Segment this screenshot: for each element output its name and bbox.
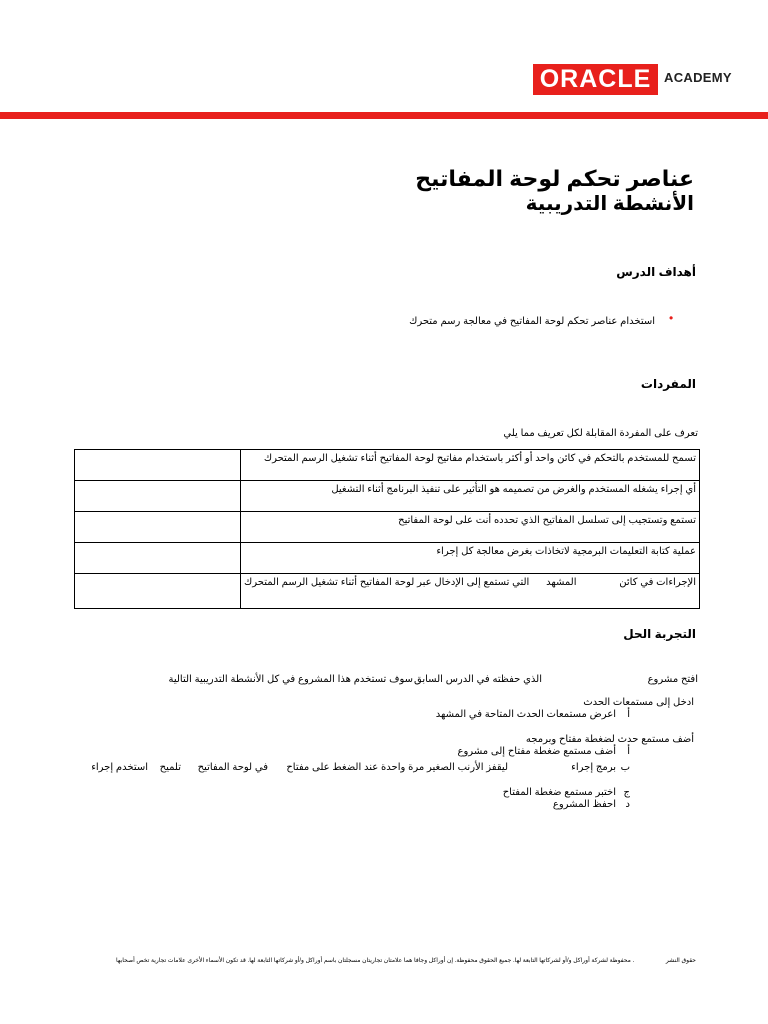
- page-title: عناصر تحكم لوحة المفاتيح: [415, 166, 694, 191]
- step2-title: أضف مستمع حدث لضغطة مفتاح وبرمجه: [525, 734, 694, 745]
- term-cell[interactable]: [75, 481, 241, 512]
- vocabulary-instruction: تعرف على المفردة المقابلة لكل تعريف مما يلي: [503, 428, 698, 439]
- step1-a: اعرض مستمعات الحدث المتاحة في المشهد: [435, 709, 616, 720]
- step2-d: احفظ المشروع: [552, 799, 616, 810]
- table-row: [75, 574, 700, 609]
- definition-part: المشهد: [546, 577, 577, 588]
- practice-heading: التجربة الحل: [623, 627, 696, 641]
- definition-cell: عملية كتابة التعليمات البرمجية لاتخاذات بغرض معالجة كل إجراء: [241, 543, 700, 574]
- step2-b-keyboard: في لوحة المفاتيح: [197, 762, 268, 773]
- definition-cell: تستمع وتستجيب إلى تسلسل المفاتيح الذي تحدده أنت على لوحة المفاتيح: [241, 512, 700, 543]
- step2-b-marker: ب: [620, 762, 630, 773]
- table-row: [75, 450, 700, 481]
- logo-registered-mark: ®: [651, 66, 656, 72]
- definition-part: الإجراءات في كائن: [619, 577, 696, 588]
- page-subtitle: الأنشطة التدريبية: [525, 193, 694, 215]
- practice-intro-use: سوف تستخدم هذا المشروع في كل الأنشطة التدريبية التالية: [168, 674, 413, 685]
- copyright-text: . محفوظة لشركة أوراكل و/أو لشركاتها التابعة لها. جميع الحقوق محفوظة. إن أوراكل وجافا هما علامتان تجاريتان مسجلتان باسم أوراكل و/أو شركاتها التابعة لها. قد تكون الأسماء الأخرى علامات تجارية تخص أصحابها: [116, 958, 635, 964]
- copyright-footer: [116, 957, 696, 964]
- practice-intro-saved: الذي حفظته في الدرس السابق: [414, 674, 542, 685]
- oracle-logo: ORACLE: [533, 64, 658, 95]
- step1-title: ادخل إلى مستمعات الحدث: [583, 697, 694, 708]
- step2-b-hint: تلميح: [159, 762, 181, 773]
- step2-d-marker: د: [625, 799, 630, 810]
- definition-cell: [241, 574, 700, 609]
- bullet-icon: •: [669, 311, 674, 325]
- objective-item: استخدام عناصر تحكم لوحة المفاتيح في معالجة رسم متحرك: [409, 316, 655, 327]
- term-cell[interactable]: [75, 450, 241, 481]
- objectives-heading: أهداف الدرس: [616, 265, 696, 279]
- practice-intro-open: افتح مشروع: [647, 674, 698, 685]
- definition-part: التي تستمع إلى الإدخال عبر لوحة المفاتيح أثناء تشغيل الرسم المتحرك: [244, 577, 530, 588]
- table-row: [75, 481, 700, 512]
- vocabulary-table: [74, 449, 700, 609]
- vocabulary-heading: المفردات: [640, 377, 696, 391]
- step2-c-marker: ج: [623, 787, 630, 798]
- step2-a-marker: أ: [627, 746, 630, 757]
- header-divider: [0, 112, 768, 119]
- definition-cell: أي إجراء يشغله المستخدم والغرض من تصميمه هو التأثير على تنفيذ البرنامج أثناء التشغيل: [241, 481, 700, 512]
- term-cell[interactable]: [75, 512, 241, 543]
- term-cell[interactable]: [75, 574, 241, 609]
- step2-a: أضف مستمع ضغطة مفتاح إلى مشروع: [457, 746, 616, 757]
- step2-b-use: استخدم إجراء: [91, 762, 148, 773]
- table-row: [75, 512, 700, 543]
- definition-cell: تسمح للمستخدم بالتحكم في كائن واحد أو أكثر باستخدام مفاتيح لوحة المفاتيح أثناء تشغيل الرسم المتحرك: [241, 450, 700, 481]
- table-row: [75, 543, 700, 574]
- step2-b-jump: ليقفز الأرنب الصغير مرة واحدة عند الضغط على مفتاح: [286, 762, 508, 773]
- step1-a-marker: أ: [627, 709, 630, 720]
- term-cell[interactable]: [75, 543, 241, 574]
- academy-label: ACADEMY: [664, 70, 732, 85]
- step2-b-program: برمج إجراء: [571, 762, 616, 773]
- step2-c: اختبر مستمع ضغطة المفتاح: [502, 787, 616, 798]
- copyright-label: حقوق النشر: [665, 958, 696, 964]
